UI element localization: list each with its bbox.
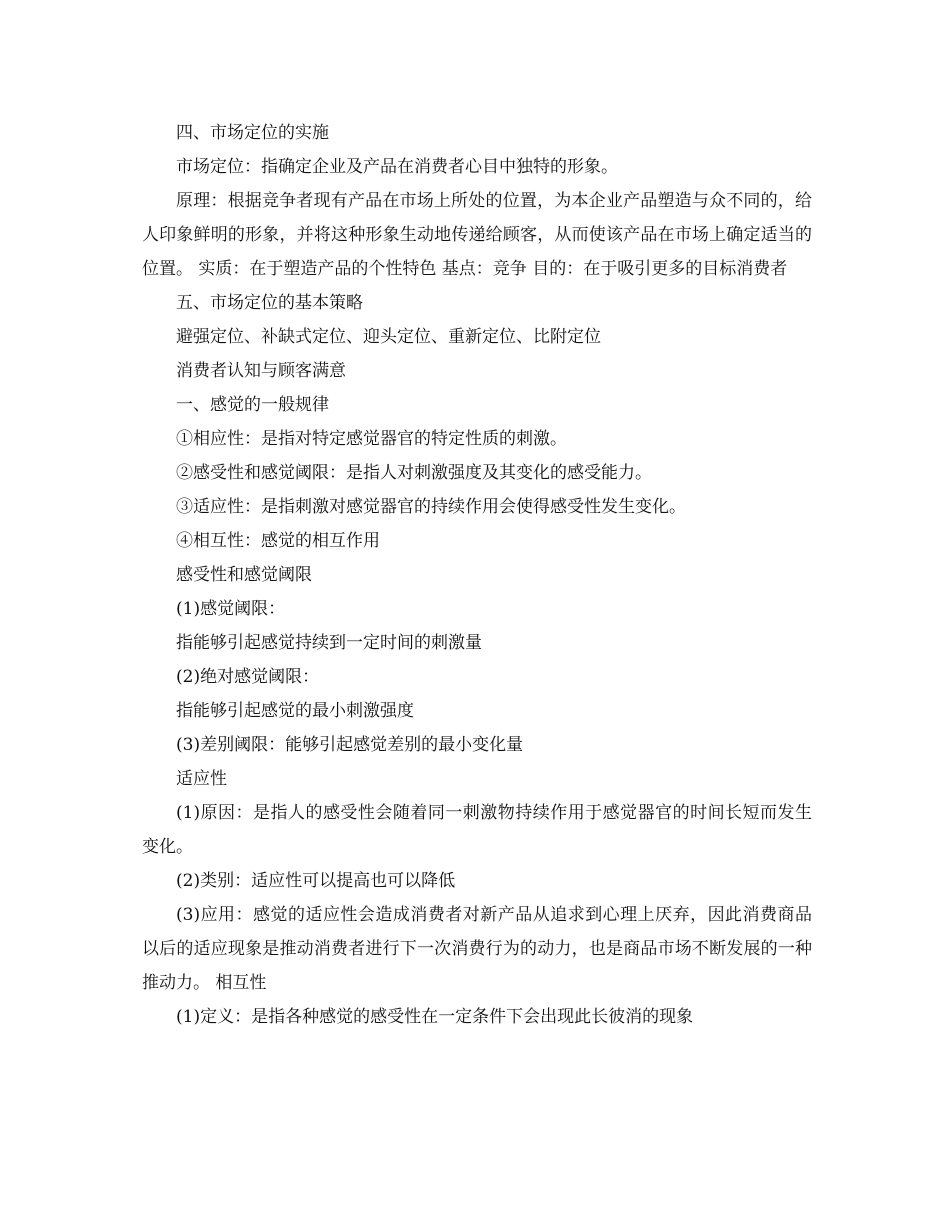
item-adaptation-cause: (1)原因：是指人的感受性会随着同一刺激物持续作用于感觉器官的时间长短而发生变化。 [142, 803, 812, 857]
item-adaptation: ③适应性：是指刺激对感觉器官的持续作用会使得感受性发生变化。 [176, 497, 686, 517]
item-adaptation-types: (2)类别：适应性可以提高也可以降低 [176, 871, 456, 891]
item-interaction-definition: (1)定义：是指各种感觉的感受性在一定条件下会出现此长彼消的现象 [176, 1007, 694, 1027]
item-sensitivity-threshold: ②感受性和感觉阈限：是指人对刺激强度及其变化的感受能力。 [176, 463, 652, 483]
heading-basic-strategies: 五、市场定位的基本策略 [176, 293, 363, 313]
item-difference-threshold: (3)差别阈限：能够引起感觉差别的最小变化量 [176, 735, 524, 755]
text-sensation-threshold-definition: 指能够引起感觉持续到一定时间的刺激量 [176, 633, 482, 653]
document-body [142, 116, 812, 1034]
item-absolute-threshold: (2)绝对感觉阈限： [176, 667, 320, 687]
item-correspondence: ①相应性：是指对特定感觉器官的特定性质的刺激。 [176, 429, 567, 449]
heading-consumer-cognition: 消费者认知与顾客满意 [176, 361, 346, 381]
definition-market-positioning: 市场定位：指确定企业及产品在消费者心目中独特的形象。 [176, 157, 618, 177]
heading-sensation-rules: 一、感觉的一般规律 [176, 395, 329, 415]
item-adaptation-application: (3)应用：感觉的适应性会造成消费者对新产品从追求到心理上厌弃，因此消费商品以后的适应现象是推动消费者进行下一次消费行为的动力，也是商品市场不断发展的一种推动力。 相互性 [142, 905, 812, 993]
heading-market-positioning-implementation: 四、市场定位的实施 [176, 123, 329, 143]
subheading-adaptation: 适应性 [176, 769, 227, 789]
text-absolute-threshold-definition: 指能够引起感觉的最小刺激强度 [176, 701, 414, 721]
item-interaction: ④相互性：感觉的相互作用 [176, 531, 380, 551]
list-strategies: 避强定位、补缺式定位、迎头定位、重新定位、比附定位 [176, 327, 601, 347]
paragraph-principle: 原理：根据竞争者现有产品在市场上所处的位置，为本企业产品塑造与众不同的，给人印象鲜明的形象，并将这种形象生动地传递给顾客，从而使该产品在市场上确定适当的位置。 实质：在于塑造产品的个性特色 基点：竞争 目的：在于吸引更多的目标消费者 [142, 191, 812, 279]
item-sensation-threshold: (1)感觉阈限： [176, 599, 286, 619]
subheading-sensitivity-threshold: 感受性和感觉阈限 [176, 565, 312, 585]
